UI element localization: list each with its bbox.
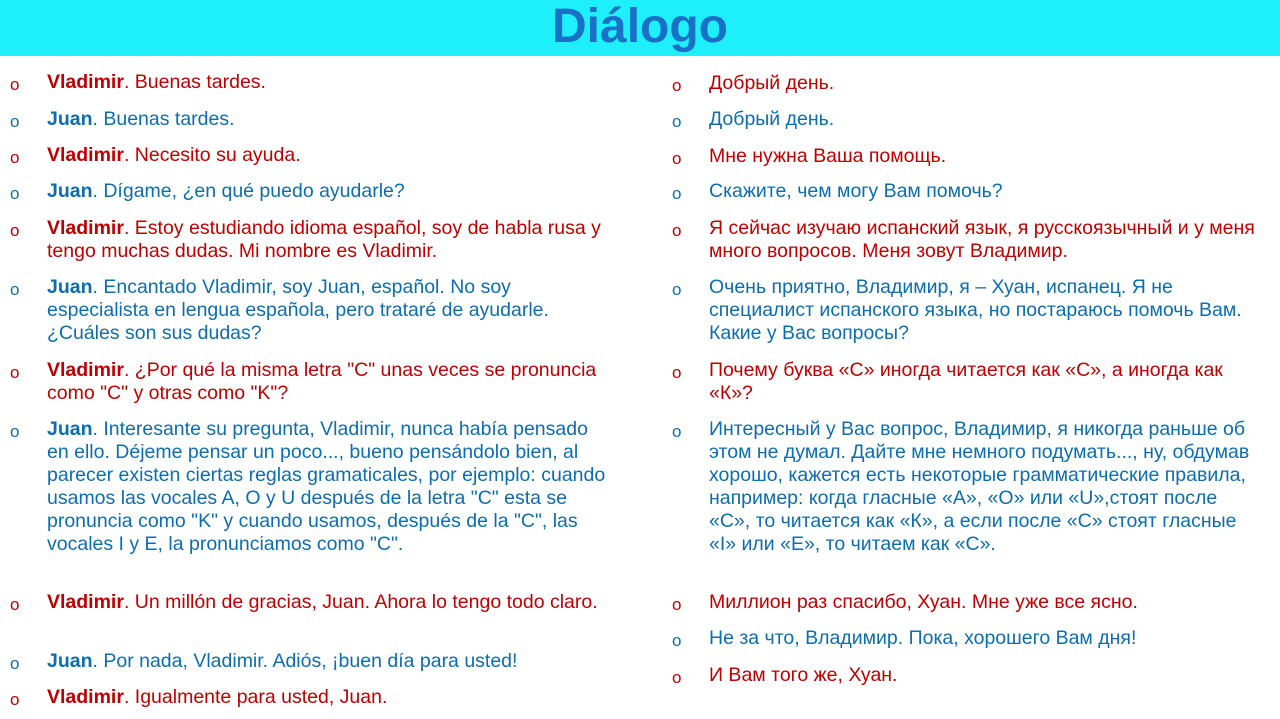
bullet-icon: o (672, 112, 682, 131)
bullet-icon: o (672, 595, 682, 614)
line-text (47, 276, 610, 345)
speaker-name: Vladimir (47, 686, 124, 708)
dialog-line-es (10, 591, 610, 616)
bullet-icon: o (10, 75, 20, 94)
dialog-line-ru (672, 180, 1262, 205)
line-content: . Igualmente para usted, Juan. (123, 686, 388, 708)
dialog-line-ru (672, 591, 1262, 616)
bullet-icon: o (10, 422, 20, 441)
line-content: . Buenas tardes. (123, 71, 266, 93)
line-text: Я сейчас изучаю испанский язык, я русскоязычный и у меня много вопросов. Меня зовут Владимир. (709, 217, 1255, 262)
dialog-line-ru (672, 217, 1262, 263)
bullet-icon: o (10, 184, 20, 203)
bullet-icon: o (10, 112, 20, 131)
line-content: . Interesante su pregunta, Vladimir, nunca había pensado en ello. Déjeme pensar un poco..., bueno pensándolo bien, al parecer existen ciertas reglas gramaticales, por ejemplo: cuando usamos las vocales A, O y U después de la letra "C" esta se pronuncia como "K" y cuando usamos, después de la "C", las vocales I y E, la pronunciamos como "C". (47, 418, 606, 555)
line-content: . ¿Por qué la misma letra "C" unas veces se pronuncia como "C" y otras como "K"? (47, 359, 597, 404)
line-text (47, 144, 610, 169)
dialog-line-ru (672, 418, 1262, 556)
bullet-icon: o (10, 595, 20, 614)
line-text (47, 686, 610, 711)
dialog-line-es (10, 276, 610, 345)
bullet-icon: o (672, 184, 682, 203)
line-content: . Buenas tardes. (92, 108, 235, 130)
bullet-icon: o (10, 280, 20, 299)
line-text: Мне нужна Ваша помощь. (709, 145, 947, 167)
dialog-line-es (10, 180, 610, 205)
slide-title: Diálogo (552, 0, 728, 53)
bullet-icon: o (672, 363, 682, 382)
dialog-line-es (10, 650, 610, 675)
line-text (47, 359, 610, 405)
line-text: Миллион раз спасибо, Хуан. Мне уже все ясно. (709, 591, 1138, 613)
bullet-icon: o (10, 690, 20, 709)
bullet-icon: o (672, 631, 682, 650)
dialog-line-ru (672, 664, 1262, 689)
bullet-icon: o (10, 148, 20, 167)
speaker-name: Vladimir (47, 591, 124, 613)
dialog-line-es (10, 359, 610, 405)
bullet-icon: o (672, 422, 682, 441)
line-content: . Necesito su ayuda. (123, 144, 301, 166)
bullet-icon: o (672, 149, 682, 168)
bullet-icon: o (10, 654, 20, 673)
line-content: . Por nada, Vladimir. Adiós, ¡buen día para usted! (92, 650, 518, 672)
speaker-name: Juan (47, 418, 93, 440)
line-text (47, 418, 610, 556)
line-text: Интересный у Вас вопрос, Владимир, я никогда раньше об этом не думал. Дайте мне немного подумать..., ну, обдумав хорошо, кажется есть некоторые грамматические правила, например: когда гласные «А», «О» или «U»,стоят после «С», то читается как «К», а если после «С» стоят гласные «I» или «Е», то читаем как «С». (709, 418, 1250, 555)
bullet-icon: o (10, 221, 20, 240)
dialog-line-es (10, 71, 610, 96)
line-content: . Dígame, ¿en qué puedo ayudarle? (92, 180, 405, 202)
title-bar (0, 0, 1280, 56)
speaker-name: Juan (47, 108, 93, 130)
bullet-icon: o (672, 76, 682, 95)
dialog-line-ru (672, 627, 1262, 652)
speaker-name: Juan (47, 180, 93, 202)
dialog-line-es (10, 144, 610, 169)
dialog-line-ru (672, 359, 1262, 405)
speaker-name: Vladimir (47, 359, 124, 381)
bullet-icon: o (10, 363, 20, 382)
line-text (47, 71, 610, 96)
line-content: . Estoy estudiando idioma español, soy de habla rusa y tengo muchas dudas. Mi nombre es Vladimir. (47, 217, 601, 262)
line-text (47, 217, 610, 263)
line-text (47, 650, 610, 675)
dialog-line-es (10, 686, 610, 711)
speaker-name: Vladimir (47, 217, 124, 239)
dialog-line-es (10, 108, 610, 133)
dialog-line-ru (672, 276, 1262, 345)
dialog-line-es (10, 418, 610, 556)
speaker-name: Juan (47, 276, 93, 298)
line-text: И Вам того же, Хуан. (709, 664, 898, 686)
dialog-line-ru (672, 72, 1262, 97)
line-content: . Encantado Vladimir, soy Juan, español. No soy especialista en lengua española, pero trataré de ayudarle. ¿Cuáles son sus dudas? (47, 276, 549, 344)
line-text: Добрый день. (709, 72, 835, 94)
dialog-line-ru (672, 145, 1262, 170)
bullet-icon: o (672, 280, 682, 299)
dialog-line-ru (672, 108, 1262, 133)
line-text: Скажите, чем могу Вам помочь? (709, 180, 1003, 202)
line-text (47, 180, 610, 205)
speaker-name: Vladimir (47, 144, 124, 166)
line-content: . Un millón de gracias, Juan. Ahora lo tengo todo claro. (123, 591, 598, 613)
bullet-icon: o (672, 221, 682, 240)
line-text: Добрый день. (709, 108, 835, 130)
line-text: Очень приятно, Владимир, я – Хуан, испанец. Я не специалист испанского языка, но постараюсь помочь Вам. Какие у Вас вопросы? (709, 276, 1242, 344)
line-text: Не за что, Владимир. Пока, хорошего Вам дня! (709, 627, 1137, 649)
dialog-line-es (10, 217, 610, 263)
speaker-name: Juan (47, 650, 93, 672)
line-text (47, 108, 610, 133)
speaker-name: Vladimir (47, 71, 124, 93)
line-text (47, 591, 610, 616)
line-text: Почему буква «С» иногда читается как «С», а иногда как «К»? (709, 359, 1223, 404)
bullet-icon: o (672, 668, 682, 687)
